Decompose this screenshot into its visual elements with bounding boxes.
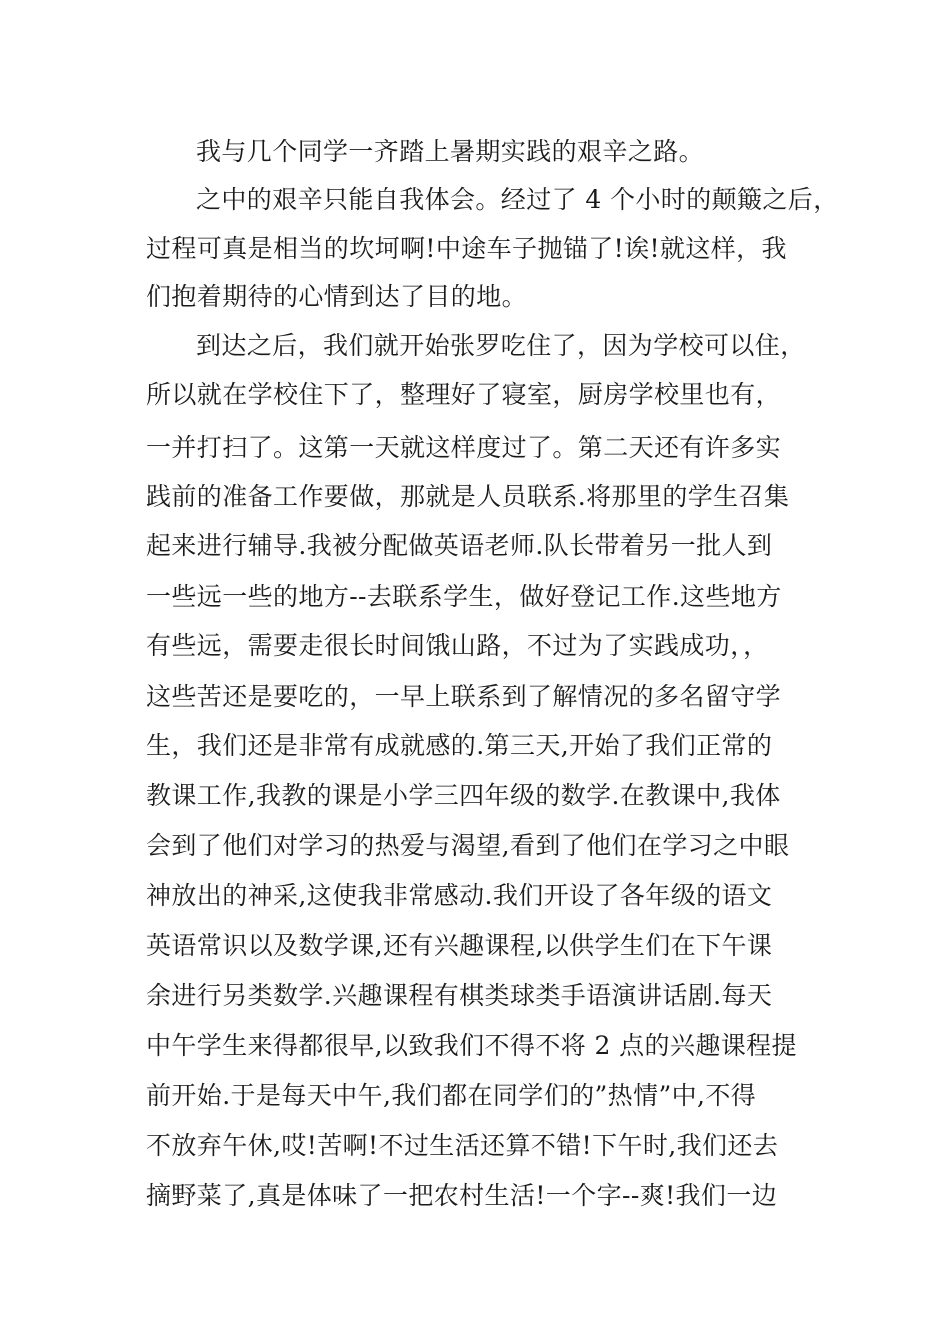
- paragraph-line: 一并打扫了。这第一天就这样度过了。第二天还有许多实: [146, 433, 782, 462]
- paragraph-line: 过程可真是相当的坎坷啊!中途车子抛锚了!诶!就这样，我: [146, 234, 787, 263]
- paragraph-line: 所以就在学校住下了，整理好了寝室，厨房学校里也有，: [146, 380, 782, 409]
- paragraph-line: 不放弃午休,哎!苦啊!不过生活还算不错!下午时,我们还去: [146, 1131, 779, 1160]
- paragraph-line: 一些远一些的地方--去联系学生，做好登记工作.这些地方: [146, 582, 782, 611]
- paragraph-line: 践前的准备工作要做，那就是人员联系.将那里的学生召集: [146, 482, 790, 511]
- paragraph-line: 我与几个同学一齐踏上暑期实践的艰辛之路。: [196, 137, 705, 166]
- paragraph-line: 教课工作,我教的课是小学三四年级的数学.在教课中,我体: [146, 781, 781, 810]
- paragraph-line: 起来进行辅导.我被分配做英语老师.队长带着另一批人到: [146, 531, 773, 560]
- paragraph-line: 摘野菜了,真是体味了一把农村生活!一个字--爽!我们一边: [146, 1181, 778, 1210]
- paragraph-line: 神放出的神采,这使我非常感动.我们开设了各年级的语文: [146, 881, 773, 910]
- paragraph-line: 前开始.于是每天中午,我们都在同学们的”热情”中,不得: [146, 1081, 757, 1110]
- paragraph-line: 到达之后，我们就开始张罗吃住了，因为学校可以住，: [196, 331, 806, 360]
- paragraph-line: 余进行另类数学.兴趣课程有棋类球类手语演讲话剧.每天: [146, 981, 773, 1010]
- paragraph-line: 会到了他们对学习的热爱与渴望,看到了他们在学习之中眼: [146, 831, 790, 860]
- paragraph-line: 中午学生来得都很早,以致我们不得不将 2 点的兴趣课程提: [146, 1031, 797, 1060]
- paragraph-line: 有些远，需要走很长时间饿山路，不过为了实践成功，，: [146, 631, 769, 660]
- paragraph-line: 们抱着期待的心情到达了目的地。: [146, 282, 528, 311]
- paragraph-line: 生，我们还是非常有成就感的.第三天,开始了我们正常的: [146, 731, 773, 760]
- paragraph-line: 之中的艰辛只能自我体会。经过了 4 个小时的颠簸之后，: [196, 185, 839, 214]
- paragraph-line: 这些苦还是要吃的，一早上联系到了解情况的多名留守学: [146, 682, 782, 711]
- paragraph-line: 英语常识以及数学课,还有兴趣课程,以供学生们在下午课: [146, 931, 773, 960]
